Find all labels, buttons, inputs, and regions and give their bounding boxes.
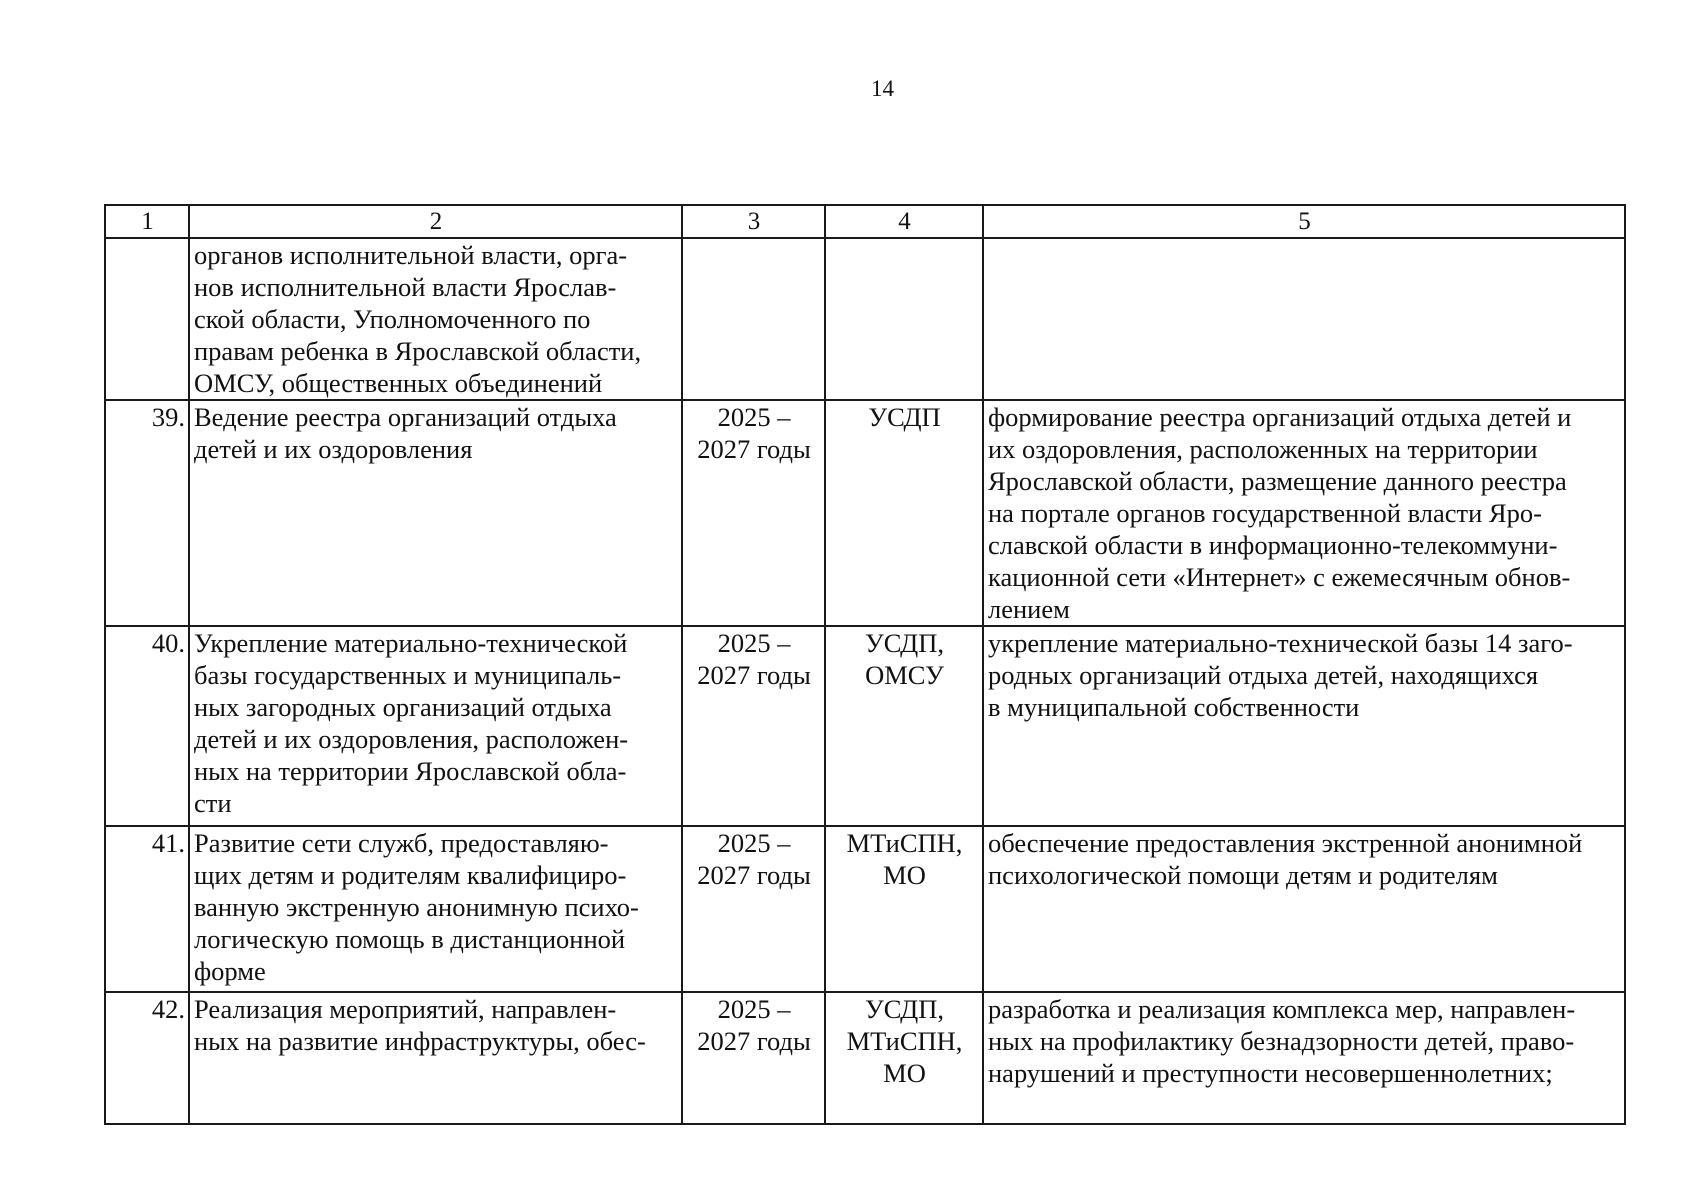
- result-cell: формирование реестра организаций отдыха детей и их оздоровления, расположенных на территории Ярославской области, размещение данного реестра на портале органов государственной власти Яро- славской области в информационно-телекоммуни- кационной сети «Интернет» с ежемесячным обнов- лением: [983, 400, 1625, 626]
- period-cell: 2025 – 2027 годы: [682, 826, 825, 992]
- page-number: 14: [871, 76, 894, 101]
- period-cell: [682, 238, 825, 400]
- table-row: [105, 992, 1625, 1124]
- header-cell-3: 3: [682, 205, 825, 238]
- row-number-cell: 40.: [105, 626, 189, 826]
- header-cell-2: 2: [189, 205, 682, 238]
- activity-cell: Развитие сети служб, предоставляю- щих детям и родителям квалифициро- ванную экстренную анонимную психо- логическую помощь в дистанционной форме: [189, 826, 682, 992]
- result-cell: разработка и реализация комплекса мер, направлен- ных на профилактику безнадзорности детей, право- нарушений и преступности несовершеннолетних;: [983, 992, 1625, 1124]
- period-cell: 2025 – 2027 годы: [682, 400, 825, 626]
- row-number-cell: 39.: [105, 400, 189, 626]
- executors-cell: [825, 238, 983, 400]
- result-cell: обеспечение предоставления экстренной анонимной психологической помощи детям и родителям: [983, 826, 1625, 992]
- result-cell: укрепление материально-технической базы 14 заго- родных организаций отдыха детей, находящихся в муниципальной собственности: [983, 626, 1625, 826]
- table-row-continuation: [105, 238, 1625, 400]
- header-cell-5: 5: [983, 205, 1625, 238]
- row-number-cell: 41.: [105, 826, 189, 992]
- activity-cell: Ведение реестра организаций отдыха детей и их оздоровления: [189, 400, 682, 626]
- row-number-cell: [105, 238, 189, 400]
- executors-cell: МТиСПН, МО: [825, 826, 983, 992]
- table-header-row: [105, 205, 1625, 238]
- row-number-cell: 42.: [105, 992, 189, 1124]
- activity-cell: Реализация мероприятий, направлен- ных на развитие инфраструктуры, обес-: [189, 992, 682, 1124]
- period-cell: 2025 – 2027 годы: [682, 992, 825, 1124]
- executors-cell: УСДП, МТиСПН, МО: [825, 992, 983, 1124]
- table-row: [105, 826, 1625, 992]
- activity-cell: органов исполнительной власти, орга- нов исполнительной власти Ярослав- ской области, Уполномоченного по правам ребенка в Ярославской области, ОМСУ, общественных объединений: [189, 238, 682, 400]
- measures-table: [104, 204, 1626, 1125]
- executors-cell: УСДП, ОМСУ: [825, 626, 983, 826]
- period-cell: 2025 – 2027 годы: [682, 626, 825, 826]
- executors-cell: УСДП: [825, 400, 983, 626]
- table-row: [105, 400, 1625, 626]
- table-row: [105, 626, 1625, 826]
- activity-cell: Укрепление материально-технической базы государственных и муниципаль- ных загородных организаций отдыха детей и их оздоровления, расположен- ных на территории Ярославской обла- сти: [189, 626, 682, 826]
- header-cell-4: 4: [825, 205, 983, 238]
- result-cell: [983, 238, 1625, 400]
- header-cell-1: 1: [105, 205, 189, 238]
